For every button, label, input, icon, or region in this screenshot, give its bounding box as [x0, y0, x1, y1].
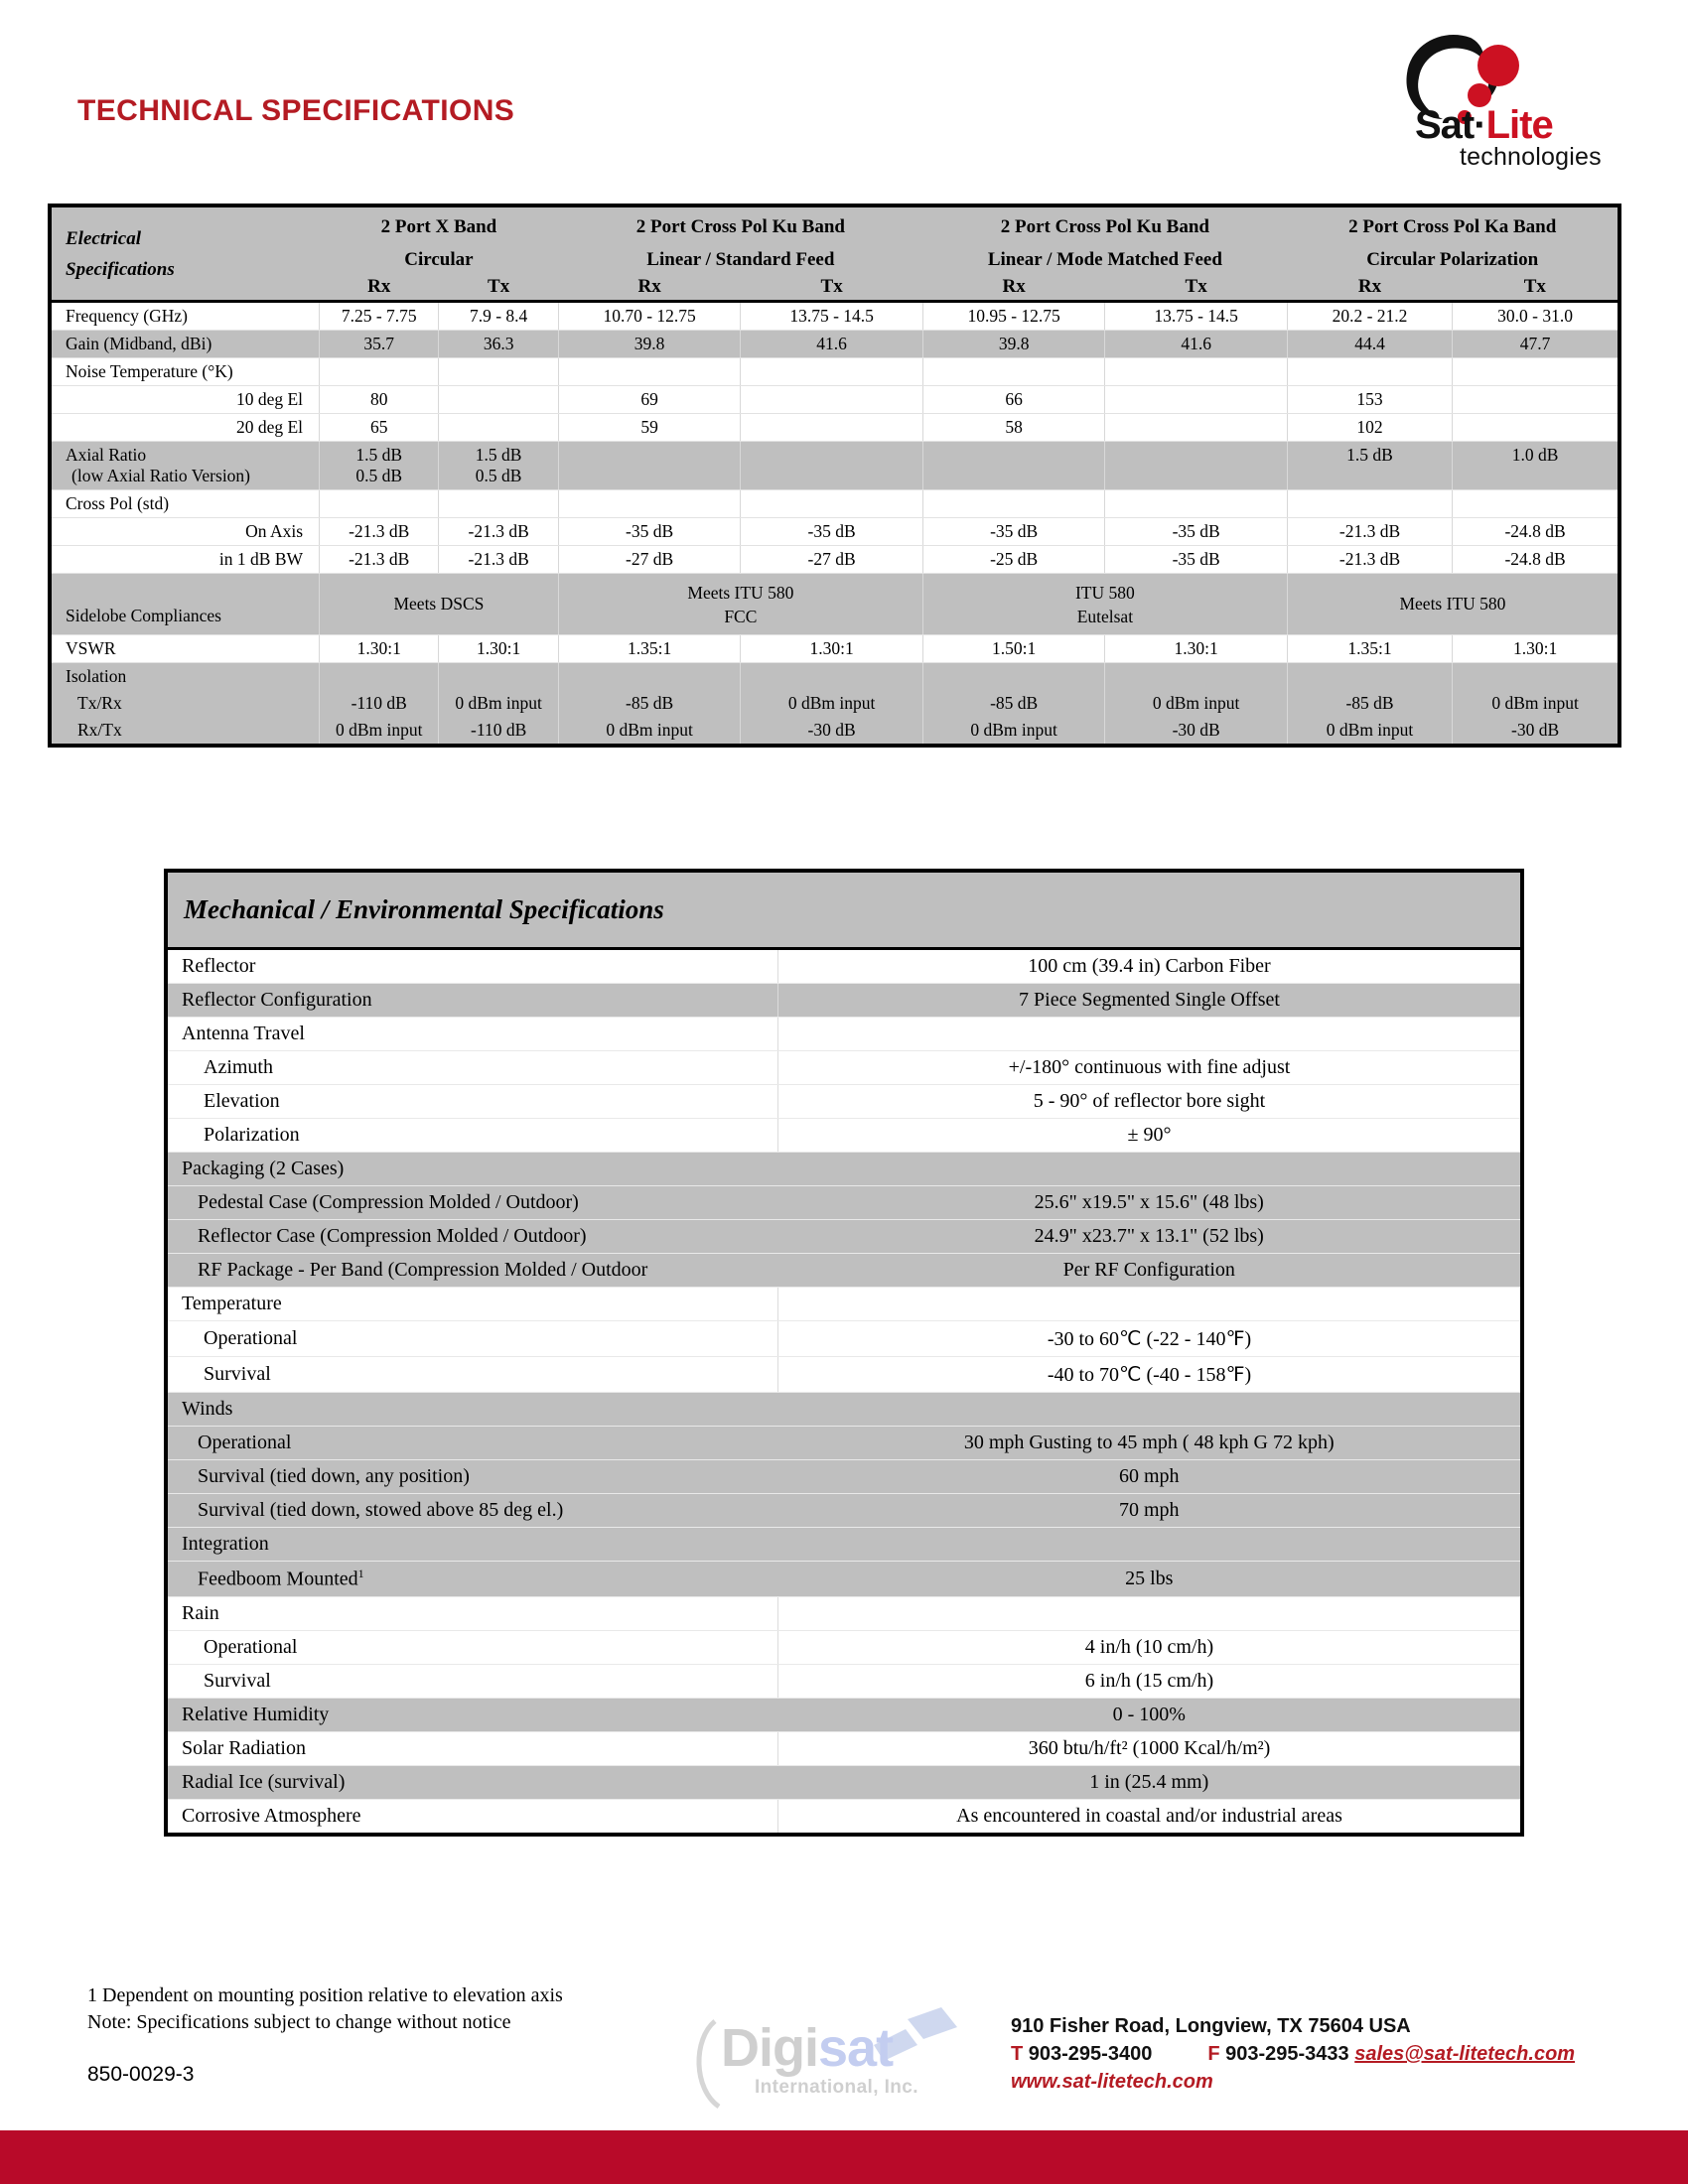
cell: 1.35:1 — [558, 635, 741, 663]
mech-val-elevation: 5 - 90° of reflector bore sight — [778, 1085, 1521, 1119]
table-row — [168, 1119, 1520, 1153]
table-row — [168, 1460, 1520, 1494]
table-row — [52, 635, 1618, 663]
table-row — [168, 1630, 1520, 1664]
band-ka-rx: Rx — [1357, 276, 1382, 297]
mech-val-integration — [778, 1528, 1521, 1562]
mech-val-rain-operational: 4 in/h (10 cm/h) — [778, 1630, 1521, 1664]
cell: 66 — [922, 386, 1105, 414]
table-row — [52, 518, 1618, 546]
table-row — [168, 1018, 1520, 1051]
cell: -35 dB — [922, 518, 1105, 546]
electrical-title-line1: Electrical — [66, 227, 141, 249]
table-row — [168, 1799, 1520, 1833]
band-header-ka — [1287, 207, 1618, 302]
table-row — [168, 1528, 1520, 1562]
cell — [558, 442, 741, 467]
cell — [439, 663, 558, 691]
cell: 65 — [320, 414, 439, 442]
cell — [741, 466, 923, 490]
mech-key-integration: Integration — [168, 1528, 778, 1562]
table-row — [52, 717, 1618, 744]
cell: 0 dBm input — [558, 717, 741, 744]
contact-phone-fax-row — [1011, 2040, 1575, 2068]
cell — [439, 358, 558, 386]
table-row — [52, 386, 1618, 414]
contact-block — [1011, 2012, 1575, 2096]
cell — [1105, 490, 1288, 518]
cell — [1453, 490, 1618, 518]
mech-key-corrosive-atmosphere: Corrosive Atmosphere — [168, 1799, 778, 1833]
table-row — [168, 1220, 1520, 1254]
table-row — [52, 466, 1618, 490]
cell: 13.75 - 14.5 — [741, 302, 923, 331]
cell: 102 — [1287, 414, 1452, 442]
cell: 69 — [558, 386, 741, 414]
sidelobe-value-ku-standard — [558, 574, 922, 635]
cell: 1.35:1 — [1287, 635, 1452, 663]
fax-number: 903-295-3433 — [1225, 2043, 1349, 2065]
cell: -35 dB — [558, 518, 741, 546]
mech-val-temperature-operational: -30 to 60℃ (-22 - 140℉) — [778, 1321, 1521, 1357]
sidelobe-value-ku-mode — [922, 574, 1287, 635]
mech-key-temperature-survival: Survival — [168, 1357, 778, 1393]
cell: 20.2 - 21.2 — [1287, 302, 1452, 331]
mech-val-pedestal-case: 25.6" x19.5" x 15.6" (48 lbs) — [778, 1186, 1521, 1220]
cell: -21.3 dB — [1287, 546, 1452, 574]
cell: -21.3 dB — [1287, 518, 1452, 546]
table-row — [52, 358, 1618, 386]
website-link[interactable]: www.sat-litetech.com — [1011, 2071, 1213, 2093]
footnotes — [87, 1982, 563, 2036]
cell: 0 dBm input — [1287, 717, 1452, 744]
cell — [320, 490, 439, 518]
row-label-cross-pol: Cross Pol (std) — [52, 490, 320, 518]
cell — [558, 490, 741, 518]
cell: 39.8 — [922, 331, 1105, 358]
cell: -21.3 dB — [439, 546, 558, 574]
mech-key-winds-survival-stowed: Survival (tied down, stowed above 85 deg el.) — [168, 1494, 778, 1528]
cell: 44.4 — [1287, 331, 1452, 358]
footnote-marker: 1 — [357, 1567, 364, 1580]
band-ku-std-tx: Tx — [820, 276, 843, 297]
cell — [922, 466, 1105, 490]
phone-entry — [1011, 2040, 1152, 2068]
mech-val-rf-package: Per RF Configuration — [778, 1254, 1521, 1288]
cell: -27 dB — [741, 546, 923, 574]
band-header-ku-standard — [558, 207, 922, 302]
mech-val-reflector: 100 cm (39.4 in) Carbon Fiber — [778, 949, 1521, 984]
mech-val-temperature — [778, 1288, 1521, 1321]
digisat-word-sat: sat — [818, 2018, 894, 2078]
cell — [1105, 358, 1288, 386]
cell: -110 dB — [320, 690, 439, 717]
mech-key-elevation: Elevation — [168, 1085, 778, 1119]
mech-key-antenna-travel: Antenna Travel — [168, 1018, 778, 1051]
cell: 13.75 - 14.5 — [1105, 302, 1288, 331]
sidelobe-value-x-band: Meets DSCS — [320, 574, 559, 635]
table-row — [168, 984, 1520, 1018]
table-row — [52, 663, 1618, 691]
sidelobe-ku-std-l2: FCC — [724, 606, 758, 626]
cell: 0 dBm input — [1105, 690, 1288, 717]
fax-label: F — [1207, 2043, 1220, 2065]
cell: 0 dBm input — [439, 690, 558, 717]
mech-val-winds — [778, 1393, 1521, 1427]
cell — [1287, 490, 1452, 518]
band-x-line2: Circular — [404, 249, 474, 270]
table-row — [168, 1562, 1520, 1597]
cell: 30.0 - 31.0 — [1453, 302, 1618, 331]
table-row — [168, 1254, 1520, 1288]
mechanical-title-row — [168, 873, 1520, 949]
cell — [741, 442, 923, 467]
cell — [922, 490, 1105, 518]
mech-key-rain-survival: Survival — [168, 1664, 778, 1698]
mech-val-temperature-survival: -40 to 70℃ (-40 - 158℉) — [778, 1357, 1521, 1393]
cell — [1453, 466, 1618, 490]
cell: 0 dBm input — [1491, 693, 1579, 713]
table-row — [168, 1288, 1520, 1321]
electrical-table — [52, 207, 1618, 744]
mech-val-corrosive-atmosphere: As encountered in coastal and/or industrial areas — [956, 1804, 1342, 1827]
cell: 1.30:1 — [320, 635, 439, 663]
band-ka-subheads — [1287, 273, 1618, 300]
cell — [741, 663, 923, 691]
band-ka-line1: 2 Port Cross Pol Ka Band — [1348, 216, 1557, 237]
website-row — [1011, 2068, 1575, 2096]
band-x-subheads — [320, 273, 559, 300]
cell — [1105, 663, 1288, 691]
band-ku-std-rx: Rx — [637, 276, 661, 297]
cell — [741, 490, 923, 518]
cell — [1105, 386, 1288, 414]
digisat-word-digi: Digi — [721, 2018, 818, 2078]
sidelobe-value-ka: Meets ITU 580 — [1287, 574, 1618, 635]
mechanical-title: Mechanical / Environmental Specifications — [168, 873, 1520, 949]
electrical-specifications-table — [48, 204, 1621, 748]
cell — [320, 663, 439, 691]
table-row — [52, 690, 1618, 717]
cell: -85 dB — [922, 690, 1105, 717]
band-ku-std-subheads — [558, 273, 922, 300]
bottom-red-bar — [0, 2130, 1688, 2184]
row-label-rx-tx: Rx/Tx — [52, 717, 320, 744]
cell — [558, 466, 741, 490]
mech-val-relative-humidity: 0 - 100% — [778, 1698, 1521, 1731]
cell: 0 dBm input — [320, 717, 439, 744]
mech-key-reflector-configuration: Reflector Configuration — [168, 984, 778, 1018]
band-ka-tx: Tx — [1523, 276, 1546, 297]
table-row — [168, 1085, 1520, 1119]
cell — [1453, 386, 1618, 414]
cell — [1105, 466, 1288, 490]
cell: -21.3 dB — [439, 518, 558, 546]
mech-val-reflector-case: 24.9" x23.7" x 13.1" (52 lbs) — [778, 1220, 1521, 1254]
mechanical-table — [168, 873, 1520, 1833]
mech-val-rain — [778, 1596, 1521, 1630]
table-row — [52, 331, 1618, 358]
cell: -21.3 dB — [320, 546, 439, 574]
mech-key-azimuth: Azimuth — [168, 1051, 778, 1085]
mech-key-winds-operational: Operational — [168, 1427, 778, 1460]
table-row — [168, 1186, 1520, 1220]
table-row — [168, 1494, 1520, 1528]
cell: 1.5 dB — [1287, 442, 1452, 467]
cell: -27 dB — [558, 546, 741, 574]
cell: -30 dB — [741, 717, 923, 744]
cell: 153 — [1287, 386, 1452, 414]
row-label-tx-rx: Tx/Rx — [52, 690, 320, 717]
table-row — [168, 1698, 1520, 1731]
cell — [320, 358, 439, 386]
band-ku-mode-tx: Tx — [1185, 276, 1207, 297]
cell: -85 dB — [558, 690, 741, 717]
cell: 7.9 - 8.4 — [439, 302, 558, 331]
cell — [1287, 466, 1452, 490]
cell — [741, 386, 923, 414]
mech-val-winds-survival-any: 60 mph — [778, 1460, 1521, 1494]
cell: -110 dB — [439, 717, 558, 744]
footnote-1: 1 Dependent on mounting position relative to elevation axis — [87, 1984, 563, 2006]
mech-key-polarization: Polarization — [168, 1119, 778, 1153]
mech-val-feedboom-mounted: 25 lbs — [778, 1562, 1521, 1597]
table-row — [168, 1321, 1520, 1357]
cell: -21.3 dB — [320, 518, 439, 546]
mech-val-winds-operational: 30 mph Gusting to 45 mph ( 48 kph G 72 kph) — [778, 1427, 1521, 1460]
band-ku-mode-rx: Rx — [1002, 276, 1026, 297]
table-row — [52, 442, 1618, 467]
cell — [741, 358, 923, 386]
mech-key-temperature-operational: Operational — [168, 1321, 778, 1357]
cell: 1.30:1 — [1105, 635, 1288, 663]
mech-key-winds: Winds — [168, 1393, 778, 1427]
table-row — [52, 546, 1618, 574]
sat-lite-tagline: technologies — [1460, 143, 1602, 171]
cell — [1287, 358, 1452, 386]
band-x-line1: 2 Port X Band — [380, 216, 497, 237]
row-label-gain: Gain (Midband, dBi) — [52, 331, 320, 358]
cell: -85 dB — [1287, 690, 1452, 717]
mech-val-winds-survival-stowed: 70 mph — [778, 1494, 1521, 1528]
cell — [439, 386, 558, 414]
band-ku-mode-subheads — [922, 273, 1287, 300]
cell — [1453, 358, 1618, 386]
digisat-subtitle: International, Inc. — [755, 2077, 918, 2098]
cell: -24.8 dB — [1453, 546, 1618, 574]
cell: -35 dB — [741, 518, 923, 546]
row-label-axial-ratio: Axial Ratio — [52, 442, 320, 467]
digisat-wordmark — [721, 2017, 893, 2079]
cell: 35.7 — [320, 331, 439, 358]
cell: 0.5 dB — [320, 466, 439, 490]
cell: 41.6 — [741, 331, 923, 358]
band-x-tx: Tx — [488, 276, 510, 297]
cell: 0.5 dB — [439, 466, 558, 490]
mech-val-rain-survival: 6 in/h (15 cm/h) — [778, 1664, 1521, 1698]
cell: 1.30:1 — [741, 635, 923, 663]
band-ka-line2: Circular Polarization — [1366, 249, 1539, 270]
logo-lite-text: Lite — [1485, 103, 1553, 147]
band-ku-mode-line1: 2 Port Cross Pol Ku Band — [1000, 216, 1209, 237]
sidelobe-ku-mode-l1: ITU 580 — [1074, 582, 1135, 603]
cell: 39.8 — [558, 331, 741, 358]
mech-key-reflector: Reflector — [168, 949, 778, 984]
cell: -25 dB — [922, 546, 1105, 574]
table-row — [168, 1731, 1520, 1765]
electrical-title-line2: Specifications — [66, 258, 175, 280]
cell: 58 — [922, 414, 1105, 442]
cell: 10.70 - 12.75 — [558, 302, 741, 331]
mech-key-rain-operational: Operational — [168, 1630, 778, 1664]
mech-val-polarization: ± 90° — [778, 1119, 1521, 1153]
table-row — [168, 1051, 1520, 1085]
digisat-logo — [685, 2005, 973, 2119]
cell: -24.8 dB — [1453, 518, 1618, 546]
table-row — [52, 302, 1618, 331]
mech-key-rain: Rain — [168, 1596, 778, 1630]
mech-key-rf-package: RF Package - Per Band (Compression Molded / Outdoor — [168, 1254, 778, 1288]
mech-key-pedestal-case: Pedestal Case (Compression Molded / Outdoor) — [168, 1186, 778, 1220]
cell: -30 dB — [1511, 720, 1560, 740]
mech-val-antenna-travel — [778, 1018, 1521, 1051]
cell: 1.0 dB — [1511, 445, 1559, 465]
cell: 1.30:1 — [1453, 635, 1618, 663]
cell — [558, 358, 741, 386]
band-header-ku-mode — [922, 207, 1287, 302]
table-row — [168, 1765, 1520, 1799]
cell — [922, 663, 1105, 691]
document-number: 850-0029-3 — [87, 2063, 195, 2086]
row-label-isolation: Isolation — [52, 663, 320, 691]
row-label-10-deg-el: 10 deg El — [52, 386, 320, 414]
electrical-title-cell — [52, 207, 320, 302]
band-x-rx: Rx — [367, 276, 391, 297]
company-address: 910 Fisher Road, Longview, TX 75604 USA — [1011, 2015, 1411, 2037]
table-row — [168, 1357, 1520, 1393]
cell: 41.6 — [1105, 331, 1288, 358]
table-row — [168, 1664, 1520, 1698]
fax-entry — [1207, 2040, 1575, 2068]
mech-val-solar-radiation: 360 btu/h/ft² (1000 Kcal/h/m²) — [778, 1731, 1521, 1765]
mech-key-reflector-case: Reflector Case (Compression Molded / Outdoor) — [168, 1220, 778, 1254]
mech-key-radial-ice: Radial Ice (survival) — [168, 1765, 778, 1799]
cell — [1105, 414, 1288, 442]
cell — [922, 442, 1105, 467]
row-label-on-axis: On Axis — [52, 518, 320, 546]
row-label-vswr: VSWR — [52, 635, 320, 663]
mech-key-relative-humidity: Relative Humidity — [168, 1698, 778, 1731]
mechanical-specifications-table — [164, 869, 1524, 1837]
table-row — [168, 949, 1520, 984]
cell: -30 dB — [1105, 717, 1288, 744]
cell: 7.25 - 7.75 — [320, 302, 439, 331]
cell — [1105, 442, 1288, 467]
phone-label: T — [1011, 2043, 1024, 2065]
row-label-20-deg-el: 20 deg El — [52, 414, 320, 442]
mech-key-solar-radiation: Solar Radiation — [168, 1731, 778, 1765]
row-label-in-1db-bw: in 1 dB BW — [52, 546, 320, 574]
cell — [1287, 663, 1452, 691]
mech-key-temperature: Temperature — [168, 1288, 778, 1321]
cell: 1.5 dB — [320, 442, 439, 467]
mech-key-winds-survival-any: Survival (tied down, any position) — [168, 1460, 778, 1494]
band-ku-std-line2: Linear / Standard Feed — [646, 249, 835, 270]
cell: 0 dBm input — [741, 690, 923, 717]
table-row — [168, 1596, 1520, 1630]
cell: -35 dB — [1105, 546, 1288, 574]
band-ku-mode-line2: Linear / Mode Matched Feed — [987, 249, 1222, 270]
sidelobe-ku-std-l1: Meets ITU 580 — [687, 582, 794, 603]
cell: 1.30:1 — [439, 635, 558, 663]
table-row — [52, 490, 1618, 518]
cell — [439, 490, 558, 518]
cell: 1.5 dB — [439, 442, 558, 467]
cell: 10.95 - 12.75 — [922, 302, 1105, 331]
cell: 36.3 — [439, 331, 558, 358]
cell: 0 dBm input — [922, 717, 1105, 744]
mech-key-feedboom-mounted — [168, 1562, 778, 1597]
row-label-frequency: Frequency (GHz) — [52, 302, 320, 331]
table-row — [168, 1393, 1520, 1427]
mech-val-reflector-configuration: 7 Piece Segmented Single Offset — [778, 984, 1521, 1018]
electrical-header-row — [52, 207, 1618, 302]
cell: 47.7 — [1453, 331, 1618, 358]
phone-number: 903-295-3400 — [1028, 2043, 1153, 2065]
logo-dash-text: · — [1474, 103, 1486, 147]
mech-key-feedboom-text: Feedboom Mounted — [198, 1568, 358, 1590]
table-row — [168, 1427, 1520, 1460]
row-label-low-axial-ratio-version: (low Axial Ratio Version) — [52, 466, 320, 490]
band-ku-std-line1: 2 Port Cross Pol Ku Band — [635, 216, 845, 237]
email-link[interactable]: sales@sat-litetech.com — [1354, 2043, 1576, 2065]
cell: -35 dB — [1105, 518, 1288, 546]
cell — [922, 358, 1105, 386]
row-label-sidelobe-compliances: Sidelobe Compliances — [52, 574, 320, 635]
cell — [741, 414, 923, 442]
table-row-sidelobe — [52, 574, 1618, 635]
sat-lite-wordmark — [1415, 105, 1553, 145]
mech-val-azimuth: +/-180° continuous with fine adjust — [778, 1051, 1521, 1085]
cell: 59 — [558, 414, 741, 442]
band-header-x — [320, 207, 559, 302]
row-label-noise-temperature: Noise Temperature (°K) — [52, 358, 320, 386]
table-row — [168, 1153, 1520, 1186]
table-row — [52, 414, 1618, 442]
mech-key-packaging: Packaging (2 Cases) — [168, 1153, 778, 1186]
cell — [1453, 414, 1618, 442]
sidelobe-ku-mode-l2: Eutelsat — [1076, 606, 1134, 626]
page-title: TECHNICAL SPECIFICATIONS — [77, 94, 515, 127]
cell — [439, 414, 558, 442]
logo-sat-text: Sat — [1415, 103, 1475, 147]
cell — [558, 663, 741, 691]
mech-val-packaging — [778, 1153, 1521, 1186]
mech-val-radial-ice: 1 in (25.4 mm) — [778, 1765, 1521, 1799]
cell: 80 — [320, 386, 439, 414]
cell: 1.50:1 — [922, 635, 1105, 663]
footnote-note: Note: Specifications subject to change without notice — [87, 2011, 511, 2033]
cell — [1453, 663, 1618, 691]
